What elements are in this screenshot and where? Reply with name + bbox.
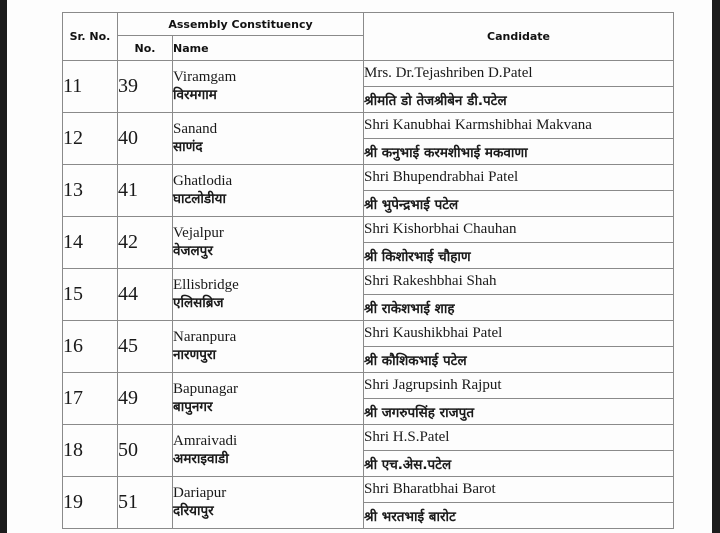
constituency-name-hindi: नारणपुरा: [173, 347, 216, 363]
table-row: [63, 165, 674, 191]
document-page: [7, 0, 712, 533]
constituency-name-cell: [173, 269, 364, 321]
constituency-name-hindi: घाटलोडीया: [173, 191, 226, 207]
constituency-no-cell: 45: [118, 321, 173, 373]
table-row: [63, 269, 674, 295]
constituency-name-english: Ghatlodia: [173, 173, 233, 189]
constituency-name-hindi: अमराइवाडी: [173, 451, 229, 467]
candidate-name-english: Shri H.S.Patel: [364, 425, 674, 451]
header-assembly-constituency: Assembly Constituency: [118, 13, 364, 36]
constituency-name-english: Dariapur: [173, 485, 227, 501]
header-sr-no: Sr. No.: [63, 13, 118, 61]
constituency-name-cell: [173, 113, 364, 165]
constituency-no-cell: 50: [118, 425, 173, 477]
candidate-name-hindi: श्री भुपेन्द्रभाई पटेल: [364, 191, 674, 217]
header-name: Name: [173, 36, 364, 61]
sr-no-cell: 13: [63, 165, 118, 217]
constituency-name-hindi: विरमगाम: [173, 87, 217, 103]
constituency-no-cell: 42: [118, 217, 173, 269]
candidate-name-english: Shri Kanubhai Karmshibhai Makvana: [364, 113, 674, 139]
constituency-name-cell: [173, 477, 364, 529]
table-row: [63, 61, 674, 87]
constituency-name-cell: [173, 165, 364, 217]
constituency-name-english: Bapunagar: [173, 381, 238, 397]
candidate-name-english: Mrs. Dr.Tejashriben D.Patel: [364, 61, 674, 87]
sr-no-cell: 12: [63, 113, 118, 165]
sr-no-cell: 14: [63, 217, 118, 269]
sr-no-cell: 11: [63, 61, 118, 113]
constituency-no-cell: 44: [118, 269, 173, 321]
sr-no-cell: 19: [63, 477, 118, 529]
constituency-name-hindi: दरियापुर: [173, 503, 214, 519]
constituency-name-hindi: बापुनगर: [173, 399, 213, 415]
table-body: [63, 61, 674, 529]
candidate-list-table: [62, 12, 674, 529]
candidate-name-hindi: श्री भरतभाई बारोट: [364, 503, 674, 529]
constituency-name-hindi: वेजलपुर: [173, 243, 213, 259]
header-no: No.: [118, 36, 173, 61]
constituency-no-cell: 41: [118, 165, 173, 217]
sr-no-cell: 15: [63, 269, 118, 321]
constituency-no-cell: 49: [118, 373, 173, 425]
header-row-1: [63, 13, 674, 36]
constituency-name-cell: [173, 61, 364, 113]
constituency-name-cell: [173, 321, 364, 373]
table-row: [63, 373, 674, 399]
sr-no-cell: 16: [63, 321, 118, 373]
sr-no-cell: 17: [63, 373, 118, 425]
constituency-name-hindi: एलिसब्रिज: [173, 295, 224, 311]
candidate-name-hindi: श्री कौशिकभाई पटेल: [364, 347, 674, 373]
table-row: [63, 425, 674, 451]
candidate-name-hindi: श्रीमति डो तेजश्रीबेन डी.पटेल: [364, 87, 674, 113]
candidate-name-english: Shri Bharatbhai Barot: [364, 477, 674, 503]
candidate-name-hindi: श्री कनुभाई करमशीभाई मकवाणा: [364, 139, 674, 165]
constituency-name-english: Naranpura: [173, 329, 237, 345]
photo-edge-left: [0, 0, 7, 533]
candidate-name-english: Shri Kishorbhai Chauhan: [364, 217, 674, 243]
candidate-name-hindi: श्री राकेशभाई शाह: [364, 295, 674, 321]
photo-edge-right: [712, 0, 720, 533]
constituency-name-english: Ellisbridge: [173, 277, 239, 293]
candidate-name-hindi: श्री एच.अेस.पटेल: [364, 451, 674, 477]
table-row: [63, 477, 674, 503]
table-row: [63, 321, 674, 347]
candidate-name-hindi: श्री किशोरभाई चौहाण: [364, 243, 674, 269]
constituency-name-english: Amraivadi: [173, 433, 238, 449]
candidate-name-english: Shri Bhupendrabhai Patel: [364, 165, 674, 191]
table-row: [63, 113, 674, 139]
candidate-name-english: Shri Kaushikbhai Patel: [364, 321, 674, 347]
header-candidate: Candidate: [364, 13, 674, 61]
constituency-name-cell: [173, 373, 364, 425]
constituency-no-cell: 39: [118, 61, 173, 113]
constituency-name-hindi: साणंद: [173, 139, 203, 155]
candidate-name-english: Shri Jagrupsinh Rajput: [364, 373, 674, 399]
table-row: [63, 217, 674, 243]
candidate-name-english: Shri Rakeshbhai Shah: [364, 269, 674, 295]
constituency-name-english: Sanand: [173, 121, 218, 137]
sr-no-cell: 18: [63, 425, 118, 477]
constituency-name-cell: [173, 425, 364, 477]
constituency-name-english: Vejalpur: [173, 225, 224, 241]
constituency-name-cell: [173, 217, 364, 269]
constituency-no-cell: 40: [118, 113, 173, 165]
candidate-name-hindi: श्री जगरुपसिंह राजपुत: [364, 399, 674, 425]
constituency-no-cell: 51: [118, 477, 173, 529]
constituency-name-english: Viramgam: [173, 69, 237, 85]
